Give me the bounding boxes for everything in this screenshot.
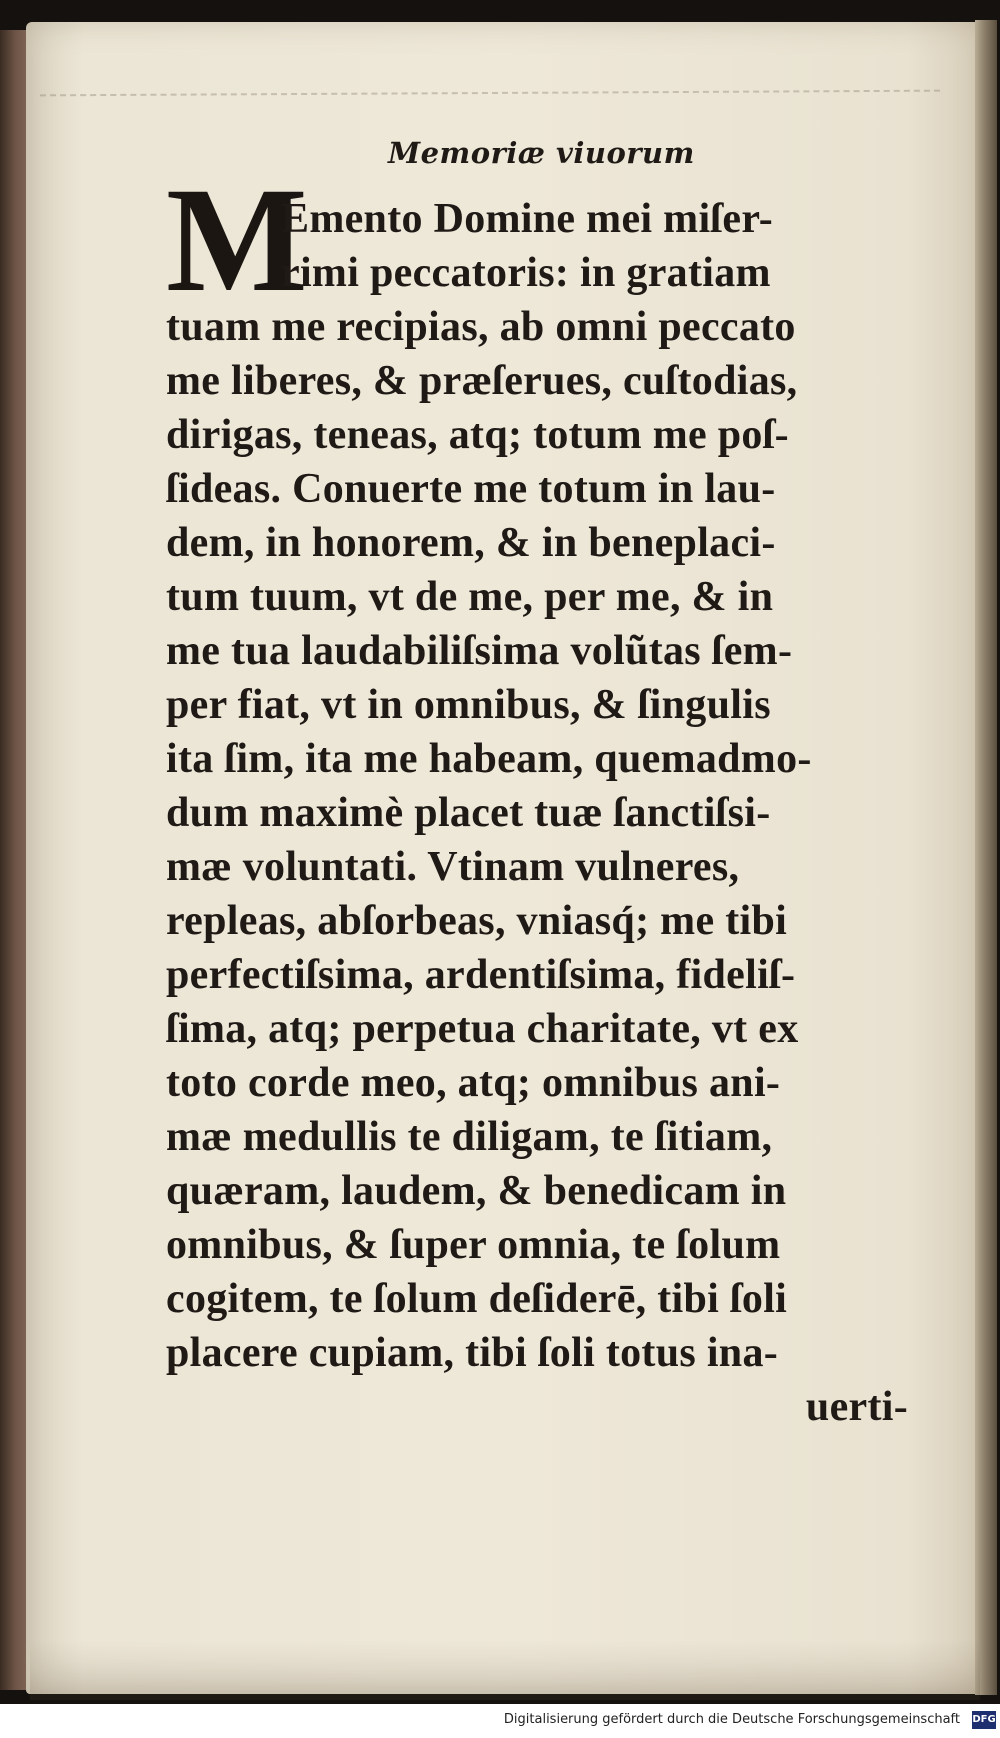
drop-cap: M <box>166 157 308 323</box>
running-head: Memoriæ viuorum <box>388 136 695 170</box>
text-line: rimi peccatoris: in gratiam <box>281 250 771 296</box>
page-shadow <box>30 1640 980 1700</box>
text-line: ſideas. Conuerte me totum in lau- <box>166 466 776 512</box>
text-line: dem, in honorem, & in beneplaci- <box>166 520 776 566</box>
text-line: mæ medullis te diligam, te ſitiam, <box>166 1114 773 1160</box>
text-line: quæram, laudem, & benedicam in <box>166 1168 787 1214</box>
text-line: repleas, abſorbeas, vniasq́; me tibi <box>166 898 788 944</box>
text-line: me tua laudabiliſsima volũtas ſem- <box>166 628 793 674</box>
text-line: ſima, atq; perpetua charitate, vt ex <box>166 1006 799 1052</box>
text-line: tum tuum, vt de me, per me, & in <box>166 574 774 620</box>
text-line: omnibus, & ſuper omnia, te ſolum <box>166 1222 781 1268</box>
text-line: cogitem, te ſolum deſiderē, tibi ſoli <box>166 1276 788 1322</box>
text-line: dum maximè placet tuæ ſanctiſsi- <box>166 790 771 836</box>
text-line: placere cupiam, tibi ſoli totus ina- <box>166 1330 779 1376</box>
text-line: dirigas, teneas, atq; totum me poſ- <box>166 412 789 458</box>
text-line: mæ voluntati. Vtinam vulneres, <box>166 844 740 890</box>
text-line: per fiat, vt in omnibus, & ſingulis <box>166 682 771 728</box>
text-line: Emento Domine mei miſer- <box>281 196 774 242</box>
text-line: toto corde meo, atq; omnibus ani- <box>166 1060 781 1106</box>
text-line: ita ſim, ita me habeam, quemadmo- <box>166 736 812 782</box>
catchword: uerti- <box>805 1384 908 1430</box>
text-line: perfectiſsima, ardentiſsima, fideliſ- <box>166 952 796 998</box>
page-edge <box>975 20 997 1695</box>
dfg-logo: DFG <box>972 1711 996 1729</box>
text-line: me liberes, & præſerues, cuſtodias, <box>166 358 798 404</box>
body-text <box>166 192 926 1434</box>
footer-credit: Digitalisierung gefördert durch die Deutsche Forschungsgemeinschaft <box>503 1712 960 1727</box>
text-line: tuam me recipias, ab omni peccato <box>166 304 796 350</box>
